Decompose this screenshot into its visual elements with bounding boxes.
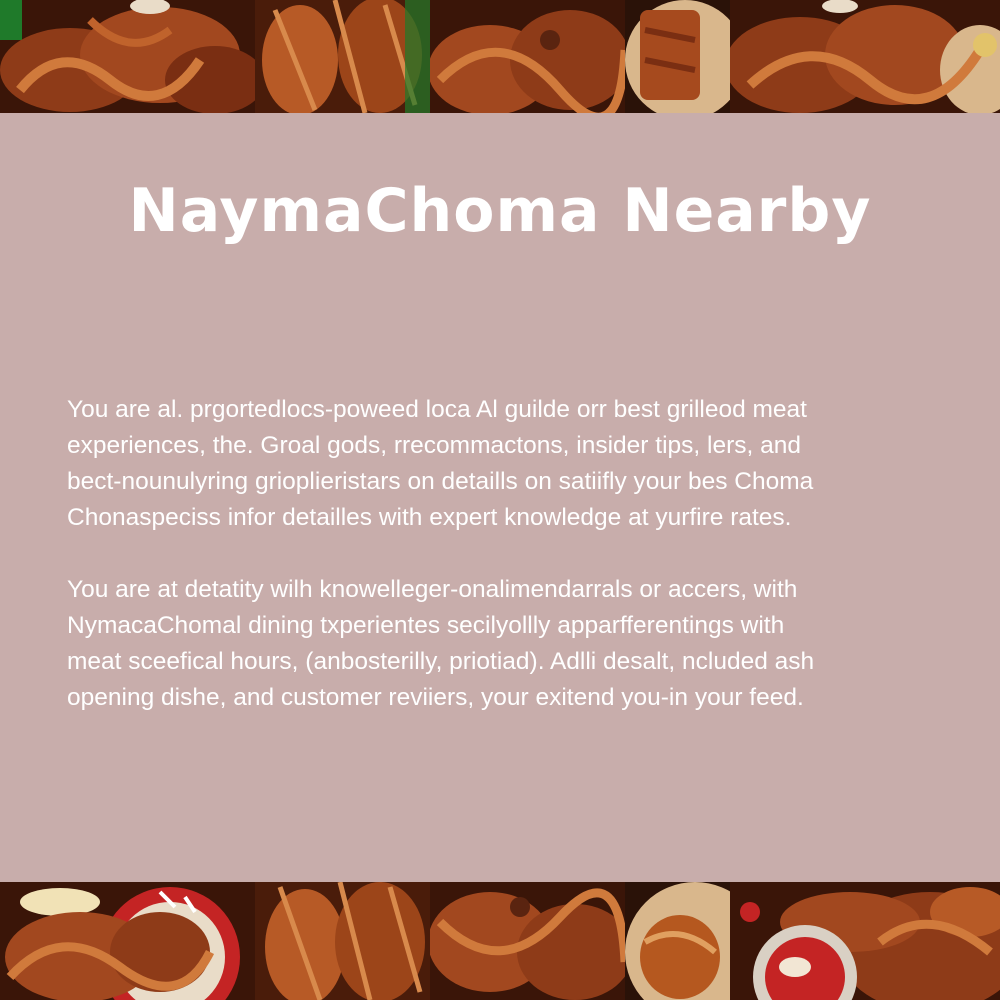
meat-platter-photo [625,0,730,113]
bottom-food-photo-strip [0,882,1000,1000]
grilled-chicken-wings-photo [430,882,625,1000]
paragraph-line: experiences, the. Groal gods, rrecommactons, insider tips, lers, and [67,432,801,459]
roasted-meat-photo [255,0,430,113]
poster-title: NaymaChoma Nearby [128,176,872,246]
top-food-photo-strip [0,0,1000,113]
grilled-chicken-wings-photo [0,0,255,113]
chicken-wings-plate-photo [0,882,255,1000]
paragraph-line: You are at detatity wilh knowelleger-onalimendarrals or accers, with [67,576,798,603]
grilled-chicken-wings-photo [730,0,1000,113]
grilled-chicken-wings-photo [430,0,625,113]
paragraph-line: opening dishe, and customer reviiers, your exitend you-in your feed. [67,684,804,711]
roasted-meat-photo [255,882,430,1000]
paragraph-line: You are al. prgortedlocs-poweed loca Al guilde orr best grilleod meat [67,396,807,423]
paragraph-line: Chonaspeciss infor detailles with expert knowledge at yurfire rates. [67,504,792,531]
meat-platter-photo [625,882,730,1000]
paragraph-line: NymacaChomal dining txperientes secilyollly apparfferentings with [67,612,785,639]
description-paragraph [67,392,947,536]
description-paragraph [67,572,947,716]
paragraph-line: bect-nounulyring grioplieristars on detaills on satiifly your bes Choma [67,468,814,495]
chicken-wings-dip-photo [730,882,1000,1000]
paragraph-line: meat sceefical hours, (anbosterilly, priotiad). Adlli desalt, ncluded ash [67,648,815,675]
